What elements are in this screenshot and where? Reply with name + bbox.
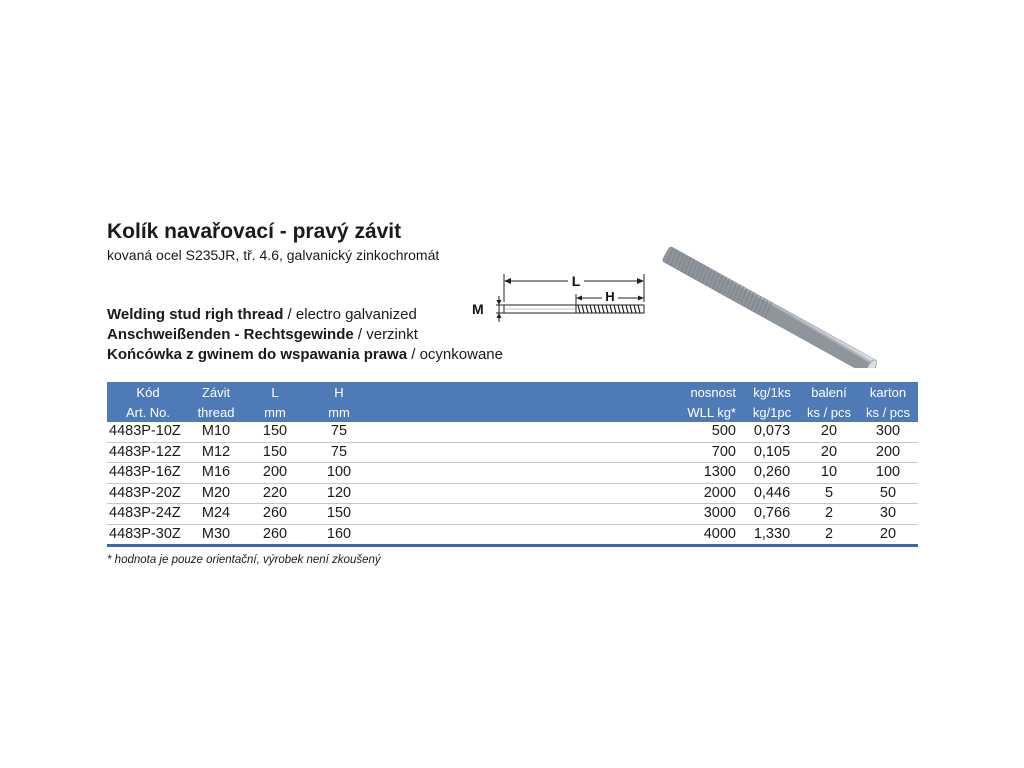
cell-gap — [371, 463, 668, 484]
product-subtitle: kovaná ocel S235JR, tř. 4.6, galvanický zinkochromát — [107, 247, 440, 263]
line-normal: / ocynkowane — [407, 346, 503, 363]
cell-nosnost: 3000 — [668, 504, 744, 525]
cell-karton: 200 — [858, 442, 918, 463]
header-art-no: Art. No. — [107, 402, 189, 422]
cell-karton: 300 — [858, 422, 918, 442]
cell-baleni: 2 — [800, 504, 858, 525]
table-header-row — [107, 382, 918, 402]
cell-karton: 50 — [858, 483, 918, 504]
header-kod: Kód — [107, 382, 189, 402]
line-bold: Końcówka z gwinem do wspawania prawa — [107, 346, 408, 363]
cell-kg: 0,073 — [744, 422, 800, 442]
cell-zavit: M10 — [189, 422, 243, 442]
line-bold: Anschweißenden - Rechtsgewinde — [107, 326, 354, 343]
cell-l: 150 — [243, 442, 307, 463]
table-row — [107, 442, 918, 463]
cell-kod: 4483P-16Z — [107, 463, 189, 484]
header-karton: karton — [858, 382, 918, 402]
cell-l: 150 — [243, 422, 307, 442]
cell-zavit: M16 — [189, 463, 243, 484]
header-baleni: balení — [800, 382, 858, 402]
table-row — [107, 483, 918, 504]
cell-kg: 0,260 — [744, 463, 800, 484]
line-normal: / verzinkt — [353, 326, 418, 343]
cell-h: 100 — [307, 463, 371, 484]
cell-kg: 0,446 — [744, 483, 800, 504]
cell-karton: 20 — [858, 524, 918, 546]
header-gap — [371, 402, 668, 422]
cell-nosnost: 1300 — [668, 463, 744, 484]
cell-kg: 1,330 — [744, 524, 800, 546]
cell-zavit: M12 — [189, 442, 243, 463]
cell-gap — [371, 442, 668, 463]
header-thread: thread — [189, 402, 243, 422]
cell-karton: 30 — [858, 504, 918, 525]
cell-h: 120 — [307, 483, 371, 504]
cell-zavit: M20 — [189, 483, 243, 504]
table-row — [107, 463, 918, 484]
cell-zavit: M24 — [189, 504, 243, 525]
label-l: L — [571, 273, 581, 289]
header-l: L — [243, 382, 307, 402]
cell-baleni: 2 — [800, 524, 858, 546]
cell-kod: 4483P-20Z — [107, 483, 189, 504]
cell-l: 260 — [243, 504, 307, 525]
product-title: Kolík navařovací - pravý závit — [107, 220, 402, 243]
cell-h: 75 — [307, 422, 371, 442]
header-wll: WLL kg* — [668, 402, 744, 422]
line-english — [107, 305, 503, 325]
cell-kod: 4483P-30Z — [107, 524, 189, 546]
cell-nosnost: 2000 — [668, 483, 744, 504]
footnote: * hodnota je pouze orientační, výrobek není zkoušený — [107, 554, 381, 566]
cell-kod: 4483P-12Z — [107, 442, 189, 463]
header-nosnost: nosnost — [668, 382, 744, 402]
cell-gap — [371, 524, 668, 546]
line-normal: / electro galvanized — [283, 306, 417, 323]
specification-table — [107, 382, 918, 547]
cell-kg: 0,105 — [744, 442, 800, 463]
table-row — [107, 504, 918, 525]
label-m: M — [472, 301, 484, 317]
line-german — [107, 325, 503, 345]
cell-baleni: 10 — [800, 463, 858, 484]
stud-dimension-drawing — [468, 268, 653, 328]
header-pcs: ks / pcs — [800, 402, 858, 422]
cell-l: 220 — [243, 483, 307, 504]
line-bold: Welding stud righ thread — [107, 306, 284, 323]
cell-h: 75 — [307, 442, 371, 463]
header-kg-pc: kg/1pc — [744, 402, 800, 422]
cell-zavit: M30 — [189, 524, 243, 546]
header-pcs: ks / pcs — [858, 402, 918, 422]
cell-nosnost: 4000 — [668, 524, 744, 546]
cell-gap — [371, 483, 668, 504]
label-h: H — [605, 289, 615, 304]
line-polish — [107, 345, 503, 365]
cell-h: 160 — [307, 524, 371, 546]
welding-stud-image — [660, 228, 890, 368]
cell-nosnost: 700 — [668, 442, 744, 463]
cell-l: 260 — [243, 524, 307, 546]
table-row — [107, 524, 918, 546]
cell-gap — [371, 422, 668, 442]
table-header-row — [107, 402, 918, 422]
translation-lines — [107, 305, 503, 365]
cell-karton: 100 — [858, 463, 918, 484]
cell-kg: 0,766 — [744, 504, 800, 525]
cell-baleni: 20 — [800, 442, 858, 463]
cell-gap — [371, 504, 668, 525]
cell-h: 150 — [307, 504, 371, 525]
cell-baleni: 5 — [800, 483, 858, 504]
table-row — [107, 422, 918, 442]
cell-l: 200 — [243, 463, 307, 484]
header-h-unit: mm — [307, 402, 371, 422]
header-h: H — [307, 382, 371, 402]
cell-baleni: 20 — [800, 422, 858, 442]
header-zavit: Závit — [189, 382, 243, 402]
cell-nosnost: 500 — [668, 422, 744, 442]
header-gap — [371, 382, 668, 402]
header-kg: kg/1ks — [744, 382, 800, 402]
header-l-unit: mm — [243, 402, 307, 422]
cell-kod: 4483P-24Z — [107, 504, 189, 525]
cell-kod: 4483P-10Z — [107, 422, 189, 442]
